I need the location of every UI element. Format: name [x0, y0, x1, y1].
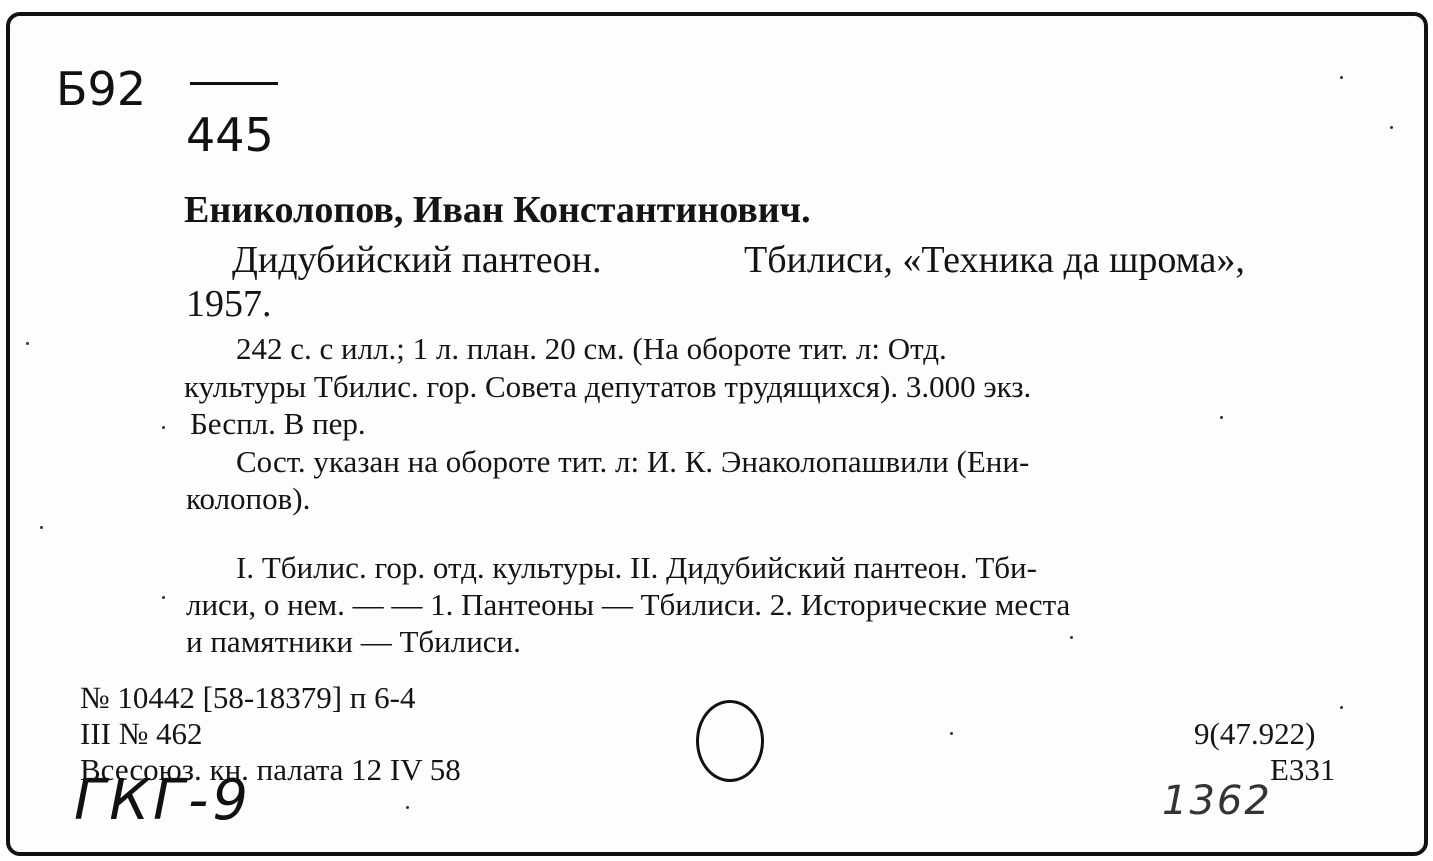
- scan-speck: [162, 426, 165, 429]
- author-sign: Е331: [1270, 752, 1336, 787]
- card-number-line: № 10442 [58-18379] п 6-4: [80, 680, 416, 715]
- scan-speck: [406, 806, 409, 809]
- note-line: Сост. указан на обороте тит. л: И. К. Энаколопашвили (Ени-: [236, 444, 1030, 479]
- scan-speck: [1220, 416, 1223, 419]
- description-line: 242 с. с илл.; 1 л. план. 20 см. (На обороте тит. л: Отд.: [236, 331, 947, 366]
- shelfmark-bottom: 445: [186, 108, 274, 162]
- scan-speck: [1340, 76, 1343, 79]
- punch-hole: [696, 700, 764, 782]
- scan-speck: [1340, 706, 1343, 709]
- tracing-line: I. Тбилис. гор. отд. культуры. II. Дидубийский пантеон. Тби-: [236, 550, 1037, 585]
- imprint-year: 1957.: [186, 283, 272, 325]
- tracing-line: и памятники — Тбилиси.: [186, 624, 521, 659]
- handwritten-inventory-number: 1362: [1162, 778, 1272, 824]
- handwritten-mark-left: ГКГ-9: [74, 768, 252, 833]
- imprint-place-publisher: Тбилиси, «Техника да шрома»,: [744, 239, 1245, 281]
- tracing-line: лиси, о нем. — — 1. Пантеоны — Тбилиси. 2. Исторические места: [186, 587, 1071, 622]
- scan-speck: [950, 732, 953, 735]
- shelfmark-divider: [190, 82, 278, 85]
- shelfmark-top: Б92: [56, 62, 147, 116]
- chamber-date-line: Всесоюз. кн. палата 12 IV 58: [80, 752, 461, 787]
- description-line: культуры Тбилис. гор. Совета депутатов трудящихся). 3.000 экз.: [184, 369, 1032, 404]
- note-line: колопов).: [186, 481, 311, 516]
- title: Дидубийский пантеон.: [232, 239, 602, 281]
- author-heading: Ениколопов, Иван Константинович.: [184, 189, 811, 231]
- classification-number: 9(47.922): [1194, 716, 1316, 751]
- catalog-card: [6, 12, 1428, 856]
- description-line: Беспл. В пер.: [190, 406, 366, 441]
- scan-speck: [26, 342, 29, 345]
- scan-speck: [1390, 126, 1393, 129]
- scan-speck: [1070, 636, 1073, 639]
- card-series-line: III № 462: [80, 716, 203, 751]
- scan-speck: [40, 526, 43, 529]
- scan-speck: [162, 596, 165, 599]
